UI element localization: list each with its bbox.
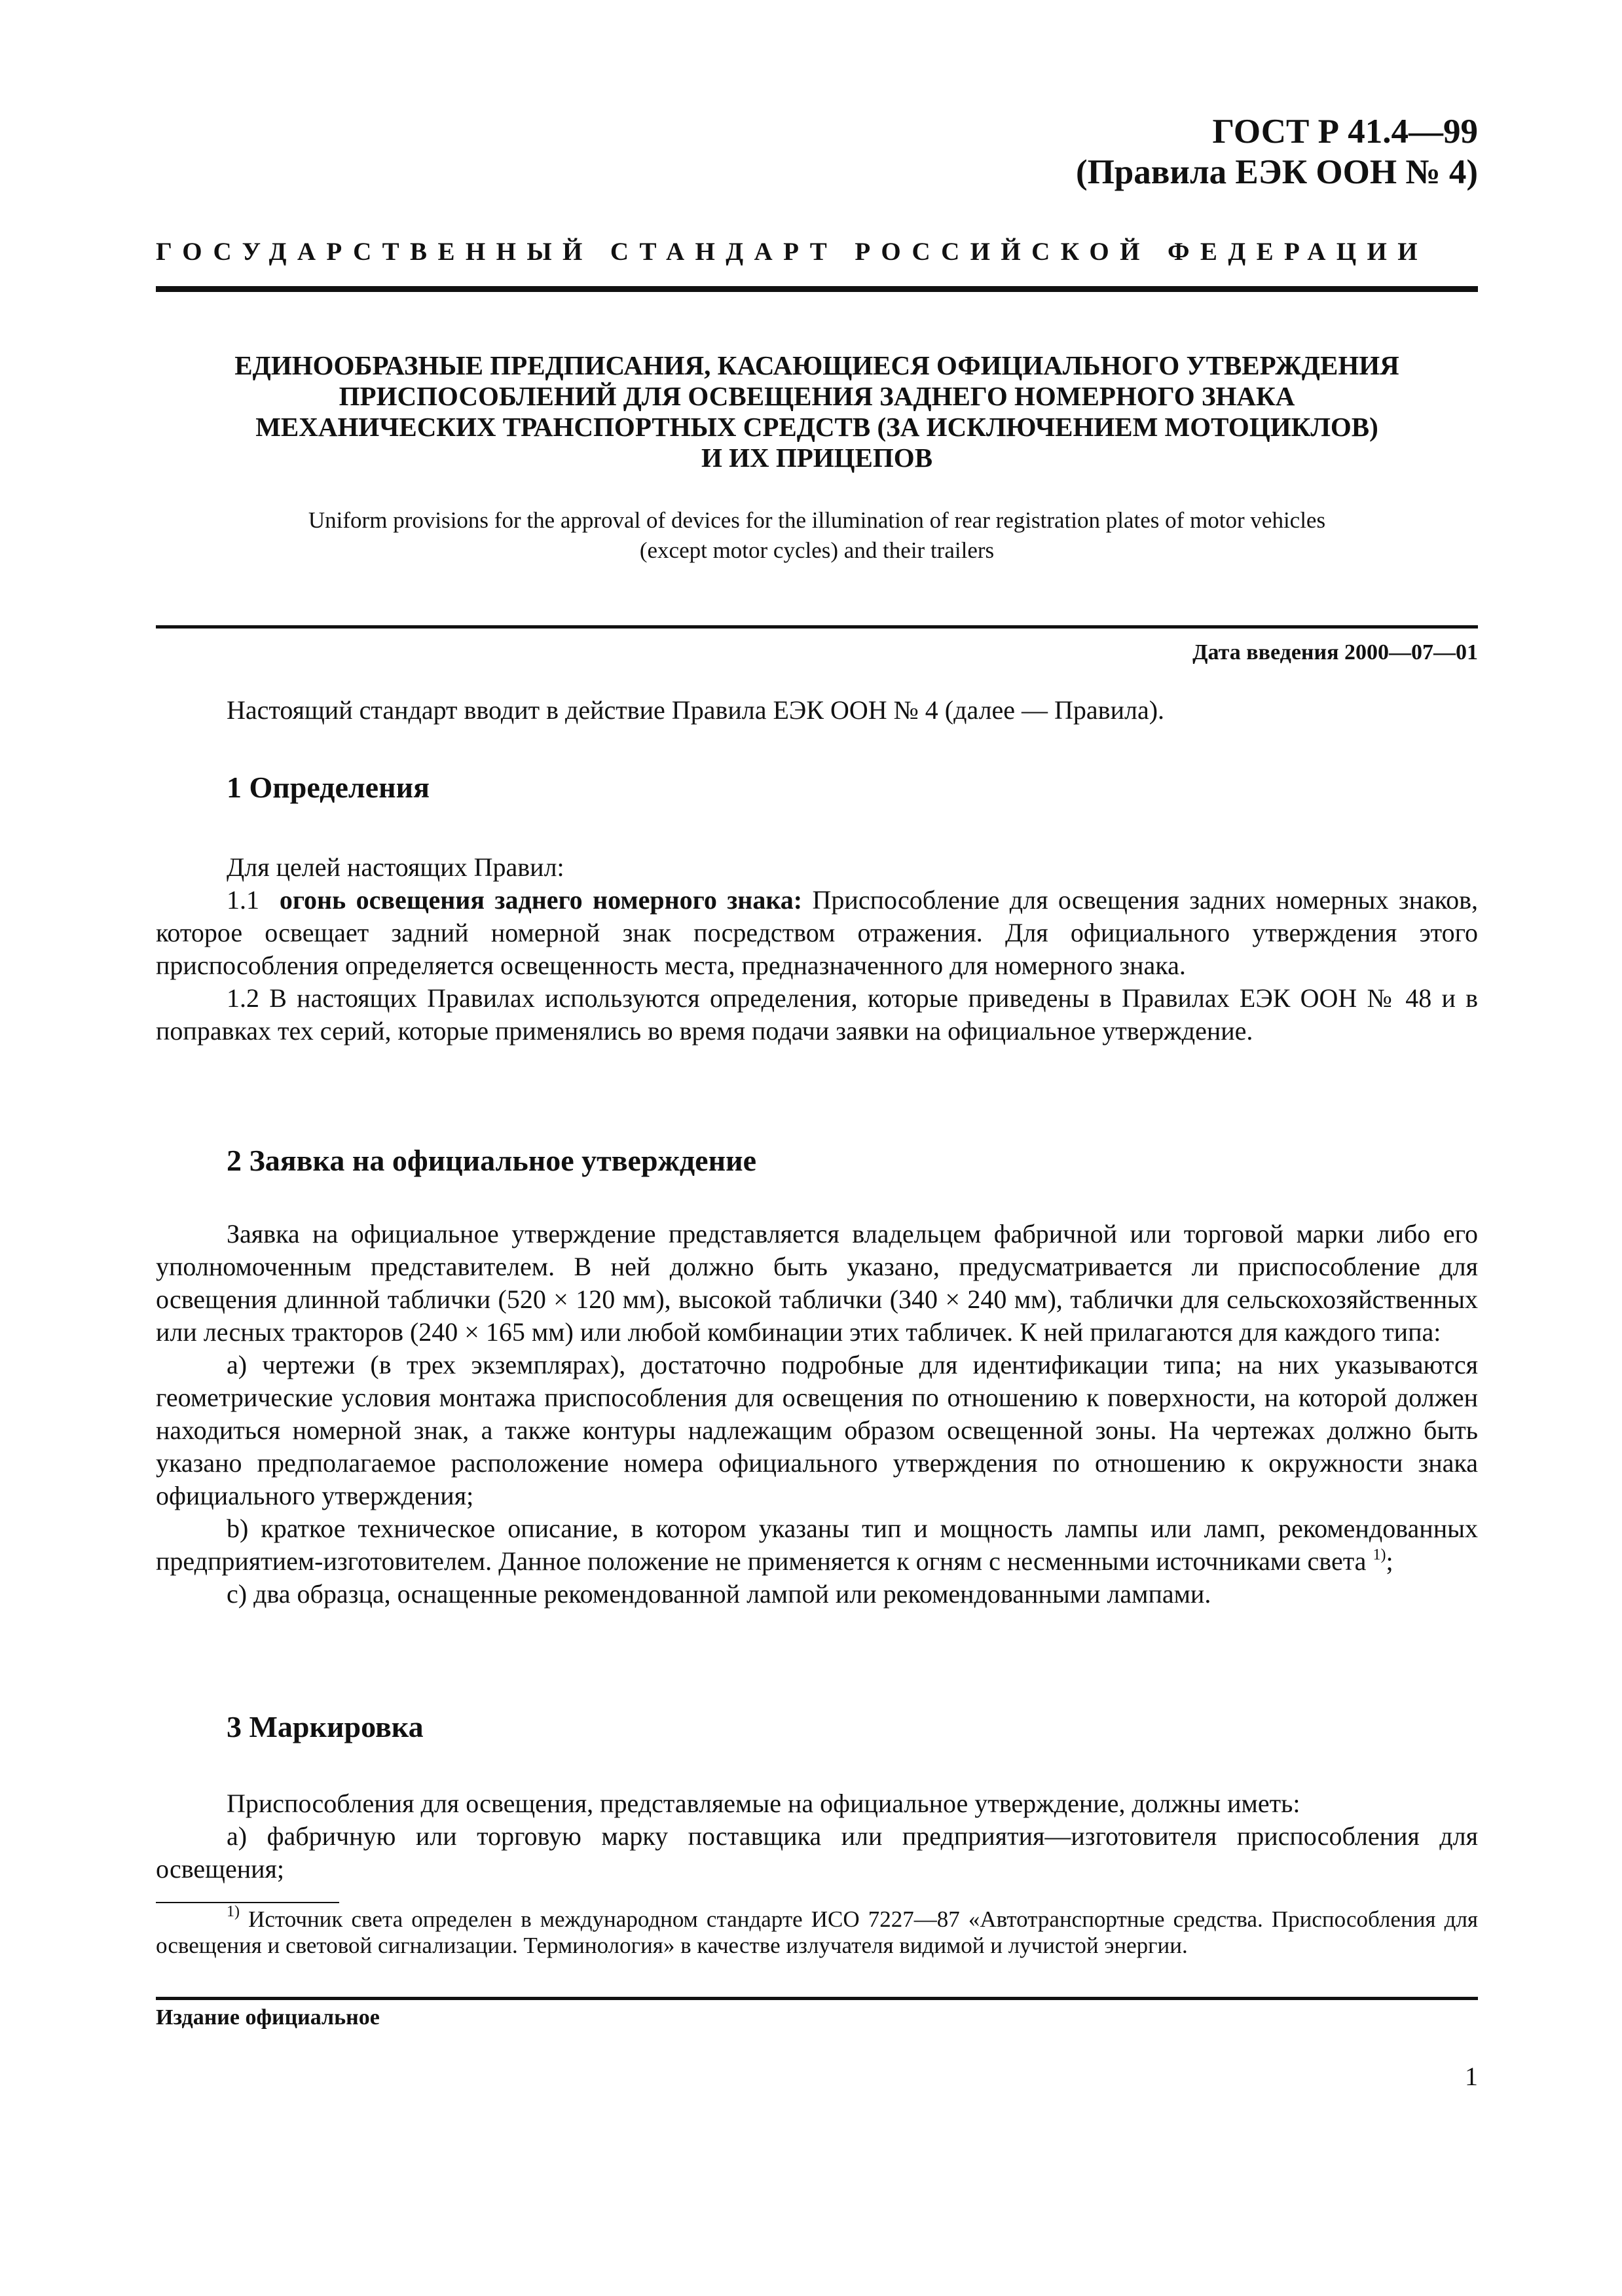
section-1-body — [156, 851, 1478, 1048]
section-1-heading: 1 Определения — [227, 771, 430, 804]
title-line: ЕДИНООБРАЗНЫЕ ПРЕДПИСАНИЯ, КАСАЮЩИЕСЯ ОФИЦИАЛЬНОГО УТВЕРЖДЕНИЯ — [234, 350, 1399, 380]
intro-paragraph-block — [156, 694, 1478, 727]
page-number: 1 — [1465, 2062, 1478, 2091]
section-3-item-a: a) фабричную или торговую марку поставщика или предприятия—изготовителя приспособления для освещения; — [156, 1821, 1478, 1884]
title-line: И ИХ ПРИЦЕПОВ — [701, 443, 933, 473]
section-3-body — [156, 1787, 1478, 1886]
section-3-paragraph: Приспособления для освещения, представляемые на официальное утверждение, должны иметь: — [227, 1789, 1300, 1818]
edition-label: Издание официальное — [156, 2005, 380, 2030]
title-divider — [156, 625, 1478, 629]
title-english — [156, 505, 1478, 566]
footnote-separator — [156, 1902, 339, 1903]
footer-divider — [156, 1997, 1478, 2000]
title-english-line: Uniform provisions for the approval of devices for the illumination of rear registration plates of motor vehicles — [308, 507, 1326, 533]
title-line: ПРИСПОСОБЛЕНИЙ ДЛЯ ОСВЕЩЕНИЯ ЗАДНЕГО НОМЕРНОГО ЗНАКА — [339, 381, 1295, 411]
clause-1-1 — [156, 884, 1478, 982]
section-1-lead: Для целей настоящих Правил: — [227, 852, 564, 882]
footnote-mark: 1) — [227, 1903, 240, 1920]
clause-text: Приспособление для освещения задних номерных знаков, которое освещает задний номерной знак посредством отражения. Для официального утверждения этого приспособления определяется освещенность места, предназначенного для номерного знака. — [156, 885, 1479, 980]
doc-rules-reference: (Правила ЕЭК ООН № 4) — [1075, 153, 1478, 191]
footnote-reference[interactable]: 1) — [1373, 1546, 1386, 1563]
header-divider — [156, 286, 1478, 292]
title-line: МЕХАНИЧЕСКИХ ТРАНСПОРТНЫХ СРЕДСТВ (ЗА ИСКЛЮЧЕНИЕМ МОТОЦИКЛОВ) — [255, 412, 1378, 442]
title-russian — [156, 350, 1478, 473]
item-b-text: b) краткое техническое описание, в котором указаны тип и мощность лампы или ламп, рекомендованных предприятием-изготовителем. Данное положение не применяется к огням с несменными источниками света — [156, 1514, 1478, 1576]
footnote-text: Источник света определен в международном стандарте ИСО 7227—87 «Автотранспортные средства. Приспособления для освещения и световой сигнализации. Терминология» в качестве излучателя видимой и лучистой энергии. — [156, 1906, 1479, 1958]
section-2-paragraph: Заявка на официальное утверждение представляется владельцем фабричной или торговой марки либо его уполномоченным представителем. В ней должно быть указано, предусматривается ли приспособление для освещения длинной таблички (520 × 120 мм), высокой таблички (340 × 240 мм), таблички для сельскохозяйственных или лесных тракторов (240 × 165 мм) или любой комбинации этих табличек. К ней прилагаются для каждого типа: — [156, 1219, 1478, 1347]
section-2-heading: 2 Заявка на официальное утверждение — [227, 1144, 757, 1177]
state-standard-heading: ГОСУДАРСТВЕННЫЙ СТАНДАРТ РОССИЙСКОЙ ФЕДЕРАЦИИ — [156, 238, 1428, 266]
document-id — [1076, 111, 1478, 192]
title-english-line: (except motor cycles) and their trailers — [639, 538, 995, 563]
clause-1-2: 1.2 В настоящих Правилах используются определения, которые приведены в Правилах ЕЭК ООН № 48 и в поправках тех серий, которые применялись во время подачи заявки на официальное утверждение. — [156, 983, 1478, 1046]
footnote — [156, 1903, 1479, 1959]
section-2-item-c: c) два образца, оснащенные рекомендованной лампой или рекомендованными лампами. — [227, 1579, 1211, 1609]
introduction-date: Дата введения 2000—07—01 — [1192, 640, 1478, 665]
doc-number: ГОСТ Р 41.4—99 — [1212, 113, 1478, 151]
item-b-end: ; — [1386, 1546, 1393, 1576]
footnote-text-paragraph — [156, 1903, 1479, 1959]
section-2-body — [156, 1218, 1478, 1611]
defined-term: огонь освещения заднего номерного знака: — [279, 885, 803, 915]
section-2-item-b — [156, 1512, 1478, 1578]
section-3-heading: 3 Маркировка — [227, 1710, 424, 1743]
section-2-item-a: a) чертежи (в трех экземплярах), достаточно подробные для идентификации типа; на них указываются геометрические условия монтажа приспособления для освещения по отношению к поверхности, на которой должен находиться номерной знак, а также контуры надлежащим образом освещенной зоны. На чертежах должно быть указано предполагаемое расположение номера официального утверждения по отношению к окружности знака официального утверждения; — [156, 1350, 1478, 1510]
intro-paragraph: Настоящий стандарт вводит в действие Правила ЕЭК ООН № 4 (далее — Правила). — [227, 695, 1165, 725]
clause-number: 1.1 — [227, 885, 259, 915]
